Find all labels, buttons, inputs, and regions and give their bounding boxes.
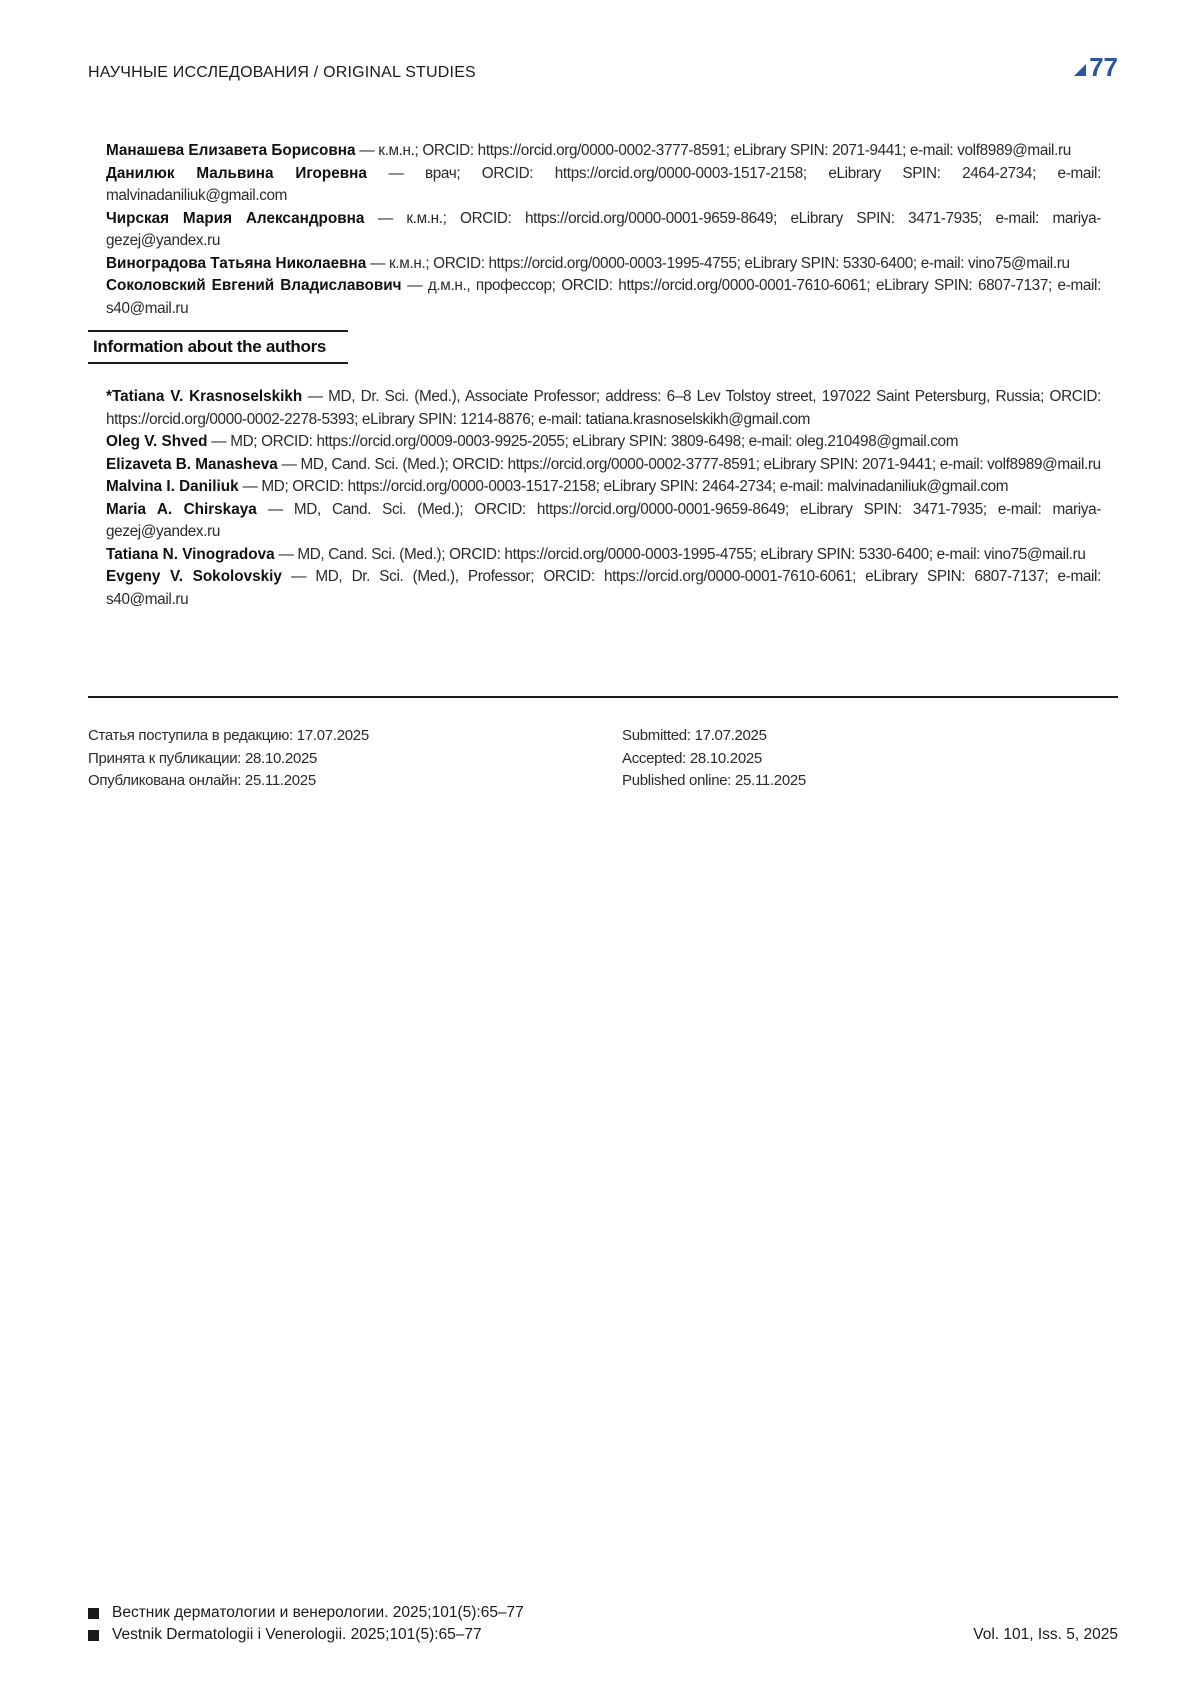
- volume-info: Vol. 101, Iss. 5, 2025: [973, 1626, 1118, 1643]
- divider: [88, 696, 1118, 698]
- citation-en-line: [88, 1624, 1118, 1646]
- date-published-ru: Опубликована онлайн: 25.11.2025: [88, 772, 316, 789]
- author-entry-ru: [106, 208, 1101, 253]
- dates-ru: [88, 725, 369, 793]
- author-entry-ru: [106, 253, 1101, 276]
- citation-ru-line: [88, 1602, 1118, 1624]
- author-name: Манашева Елизавета Борисовна: [106, 142, 356, 159]
- author-details: — к.м.н.; ORCID: https://orcid.org/0000-0002-3777-8591; eLibrary SPIN: 2071-9441; e-mail: volf8989@mail.ru: [355, 142, 1071, 159]
- author-name: Maria A. Chirskaya: [106, 500, 257, 518]
- citation-ru: Вестник дерматологии и венерологии. 2025;101(5):65–77: [112, 1604, 524, 1621]
- section-title: Information about the authors: [93, 337, 327, 356]
- page-number-block: [1074, 52, 1118, 82]
- author-name: Соколовский Евгений Владиславович: [106, 277, 402, 294]
- author-details: — врач; ORCID: https://orcid.org/0000-0003-1517-2158; eLibrary SPIN: 2464-2734; e-mail: malvinadaniliuk@gmail.com: [106, 164, 1101, 204]
- author-details: — MD, Cand. Sci. (Med.); ORCID: https://orcid.org/0000-0002-3777-8591; eLibrary SPIN: 2071-9441; e-mail: volf8989@mail.ru: [277, 455, 1101, 473]
- page-header: [88, 52, 1118, 92]
- square-bullet-icon: [88, 1608, 99, 1619]
- date-accepted-en: Accepted: 28.10.2025: [622, 749, 762, 767]
- author-entry-en: [106, 544, 1101, 567]
- date-published-en: Published online: 25.11.2025: [622, 772, 806, 789]
- date-accepted-ru: Принята к публикации: 28.10.2025: [88, 749, 318, 767]
- author-details: — MD, Cand. Sci. (Med.); ORCID: https://orcid.org/0000-0001-9659-8649; eLibrary SPIN: 3471-7935; e-mail: mariya-gezej@yandex.ru: [106, 500, 1101, 540]
- square-bullet-icon: [88, 1630, 99, 1641]
- page-footer: [88, 1602, 1118, 1648]
- author-name: *Tatiana V. Krasnoselskikh: [106, 388, 303, 405]
- page-number: 77: [1089, 52, 1118, 82]
- author-name: Чирская Мария Александровна: [106, 209, 365, 227]
- author-name: Evgeny V. Sokolovskiy: [106, 568, 282, 585]
- dates-en: [622, 725, 806, 793]
- author-entry-en: [106, 476, 1101, 499]
- author-name: Данилюк Мальвина Игоревна: [106, 164, 367, 182]
- author-details: — MD; ORCID: https://orcid.org/0000-0003-1517-2158; eLibrary SPIN: 2464-2734; e-mail: malvinadaniliuk@gmail.com: [238, 478, 1009, 495]
- author-details: — MD, Cand. Sci. (Med.); ORCID: https://orcid.org/0000-0003-1995-4755; eLibrary SPIN: 5330-6400; e-mail: vino75@mail.ru: [274, 545, 1086, 563]
- author-name: Elizaveta B. Manasheva: [106, 455, 278, 473]
- author-details: — MD; ORCID: https://orcid.org/0009-0003-9925-2055; eLibrary SPIN: 3809-6498; e-mail: oleg.210498@gmail.com: [207, 433, 959, 450]
- author-entry-en: [106, 499, 1101, 544]
- author-details: — к.м.н.; ORCID: https://orcid.org/0000-0001-9659-8649; eLibrary SPIN: 3471-7935; e-mail: mariya-gezej@yandex.ru: [106, 209, 1101, 249]
- author-entry-ru: [106, 140, 1101, 163]
- author-details: — MD, Dr. Sci. (Med.), Professor; ORCID: https://orcid.org/0000-0001-7610-6061; eLibrary SPIN: 6807-7137; e-mail: s40@mail.ru: [106, 568, 1102, 608]
- date-submitted-ru: Статья поступила в редакцию: 17.07.2025: [88, 727, 369, 744]
- citation-en: Vestnik Dermatologii i Venerologii. 2025;101(5):65–77: [112, 1626, 482, 1643]
- triangle-icon: [1074, 64, 1086, 76]
- author-name: Tatiana N. Vinogradova: [106, 545, 275, 563]
- author-entry-en: [106, 454, 1101, 477]
- author-details: — MD, Dr. Sci. (Med.), Associate Professor; address: 6–8 Lev Tolstoy street, 197022 Saint Petersburg, Russia; ORCID: https://orcid.org/0000-0002-2278-5393; eLibrary SPIN: 1214-8876; e-mail: tatiana.krasnoselskikh@gmail.com: [106, 388, 1101, 428]
- author-entry-en: [106, 386, 1101, 431]
- author-details: — к.м.н.; ORCID: https://orcid.org/0000-0003-1995-4755; eLibrary SPIN: 5330-6400; e-mail: vino75@mail.ru: [366, 254, 1070, 272]
- date-submitted-en: Submitted: 17.07.2025: [622, 727, 767, 744]
- author-name: Malvina I. Daniliuk: [106, 478, 239, 495]
- author-entry-ru: [106, 163, 1101, 208]
- authors-ru-list: [106, 140, 1101, 320]
- author-name: Oleg V. Shved: [106, 433, 208, 450]
- author-entry-en: [106, 431, 1101, 454]
- authors-en-list: [106, 386, 1101, 611]
- running-head: НАУЧНЫЕ ИССЛЕДОВАНИЯ / ORIGINAL STUDIES: [88, 64, 476, 81]
- author-entry-en: [106, 566, 1101, 611]
- section-heading-box: [88, 330, 348, 364]
- author-entry-ru: [106, 275, 1101, 320]
- author-name: Виноградова Татьяна Николаевна: [106, 254, 367, 272]
- author-details: — д.м.н., профессор; ORCID: https://orcid.org/0000-0001-7610-6061; eLibrary SPIN: 6807-7137; e-mail: s40@mail.ru: [106, 277, 1101, 317]
